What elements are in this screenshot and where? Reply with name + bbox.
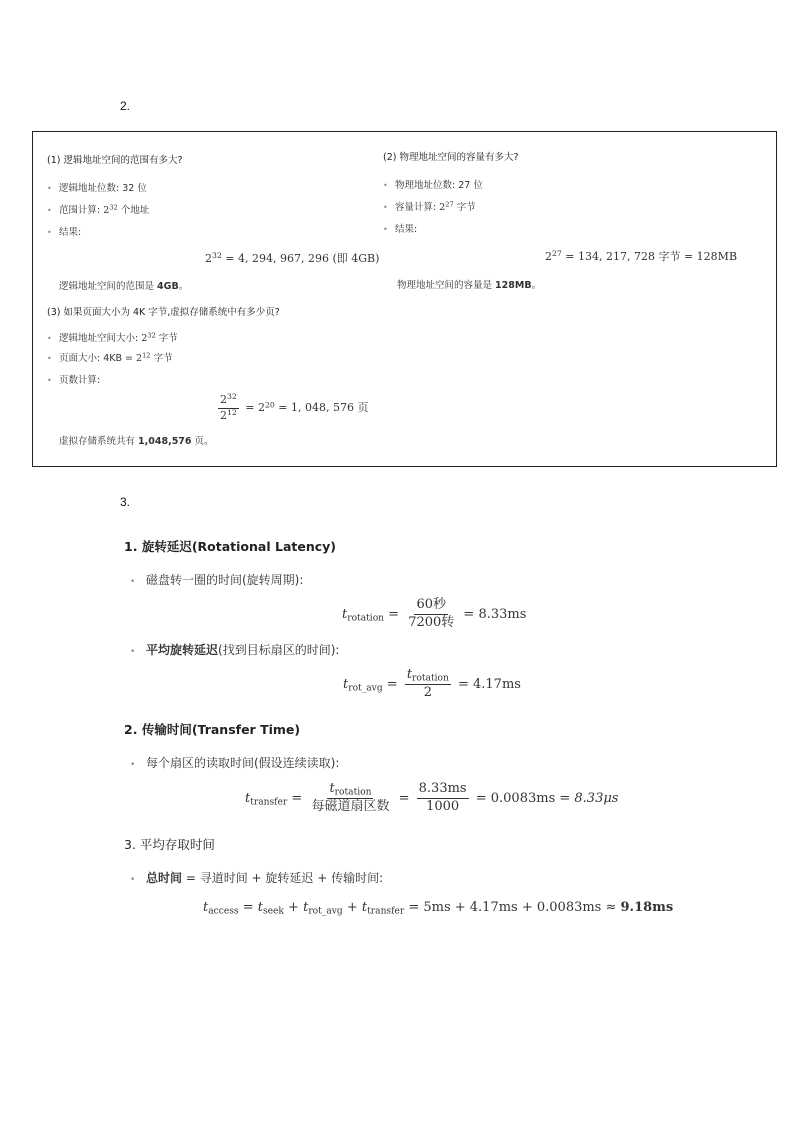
- part1-equation: $2^{32} = 4$, 294, 967, 296 (即 4GB): [205, 251, 380, 265]
- part1-bullet-bits: • 逻辑地址位数: 32 位: [47, 183, 147, 194]
- equation-access-time: $t_{access} = t_{seek} + t_{rot\_avg} + t_{transfer} = 5ms + 4.17ms + 0.0083ms \approx 9.18ms$: [203, 900, 674, 917]
- part3-bullet-count: • 页数计算:: [47, 375, 101, 386]
- section3-bullet: • 总时间 = 寻道时间 + 旋转延迟 + 传输时间:: [130, 871, 384, 885]
- section1-bullet1: • 磁盘转一圈的时间(旋转周期):: [130, 573, 304, 587]
- section2-heading: 2. 传输时间(Transfer Time): [124, 722, 301, 737]
- part2-bullet-calc: • 容量计算: $2^{27}$ 字节: [383, 200, 476, 213]
- part2-equation: $2^{27} = 134$, 217, 728 字节 = 128MB: [545, 249, 738, 263]
- section3-heading: 3. 平均存取时间: [124, 837, 215, 852]
- section2-bullet1: • 每个扇区的读取时间(假设连续读取):: [130, 756, 340, 770]
- part1-bullet-result: • 结果:: [47, 227, 82, 238]
- section1-heading: 1. 旋转延迟(Rotational Latency): [124, 539, 337, 554]
- part1-bullet-calc: • 范围计算: $2^{32}$ 个地址: [47, 203, 150, 216]
- part3-bullet-space: • 逻辑地址空间大小: $2^{32}$ 字节: [47, 331, 178, 344]
- section1-bullet2: • 平均旋转延迟(找到目标扇区的时间):: [130, 643, 340, 657]
- part2-bullet-result: • 结果:: [383, 224, 418, 235]
- part3-conclusion: 虚拟存储系统共有 1,048,576 页。: [59, 436, 214, 447]
- equation-avg-rotation: $t_{rot\_avg}$ = $\frac{t_{rotation}}{2}$ = 4.17ms: [343, 667, 521, 700]
- equation-rotation-period: $t_{rotation}$ = $\frac{\text{60秒}}{\text{7200转}}$ = 8.33ms: [342, 597, 527, 630]
- part3-equation: $\frac{2^{32}}{2^{12}}$ = $2^{20} = 1$, 048, 576 页: [220, 392, 369, 422]
- part3-bullet-page: • 页面大小: $4KB = 2^{12}$ 字节: [47, 351, 173, 364]
- question-number-3: 3.: [120, 495, 131, 509]
- part2-bullet-bits: • 物理地址位数: 27 位: [383, 180, 483, 191]
- question-number-2: 2.: [120, 99, 131, 113]
- answer-box-q2: [32, 131, 777, 467]
- equation-transfer-time: $t_{transfer}$ = $\frac{t_{rotation}}{\text{每磁道扇区数}}$ = $\frac{8.33ms}{1000}$ = 0.0083ms = 8.33μs: [245, 781, 619, 814]
- part3-title: (3) 如果页面大小为 4K 字节,虚拟存储系统中有多少页?: [47, 307, 280, 318]
- part2-conclusion: 物理地址空间的容量是 128MB。: [397, 280, 542, 291]
- part1-title: (1) 逻辑地址空间的范围有多大?: [47, 155, 183, 166]
- part1-conclusion: 逻辑地址空间的范围是 4GB。: [59, 281, 189, 292]
- part2-title: (2) 物理地址空间的容量有多大?: [383, 152, 519, 163]
